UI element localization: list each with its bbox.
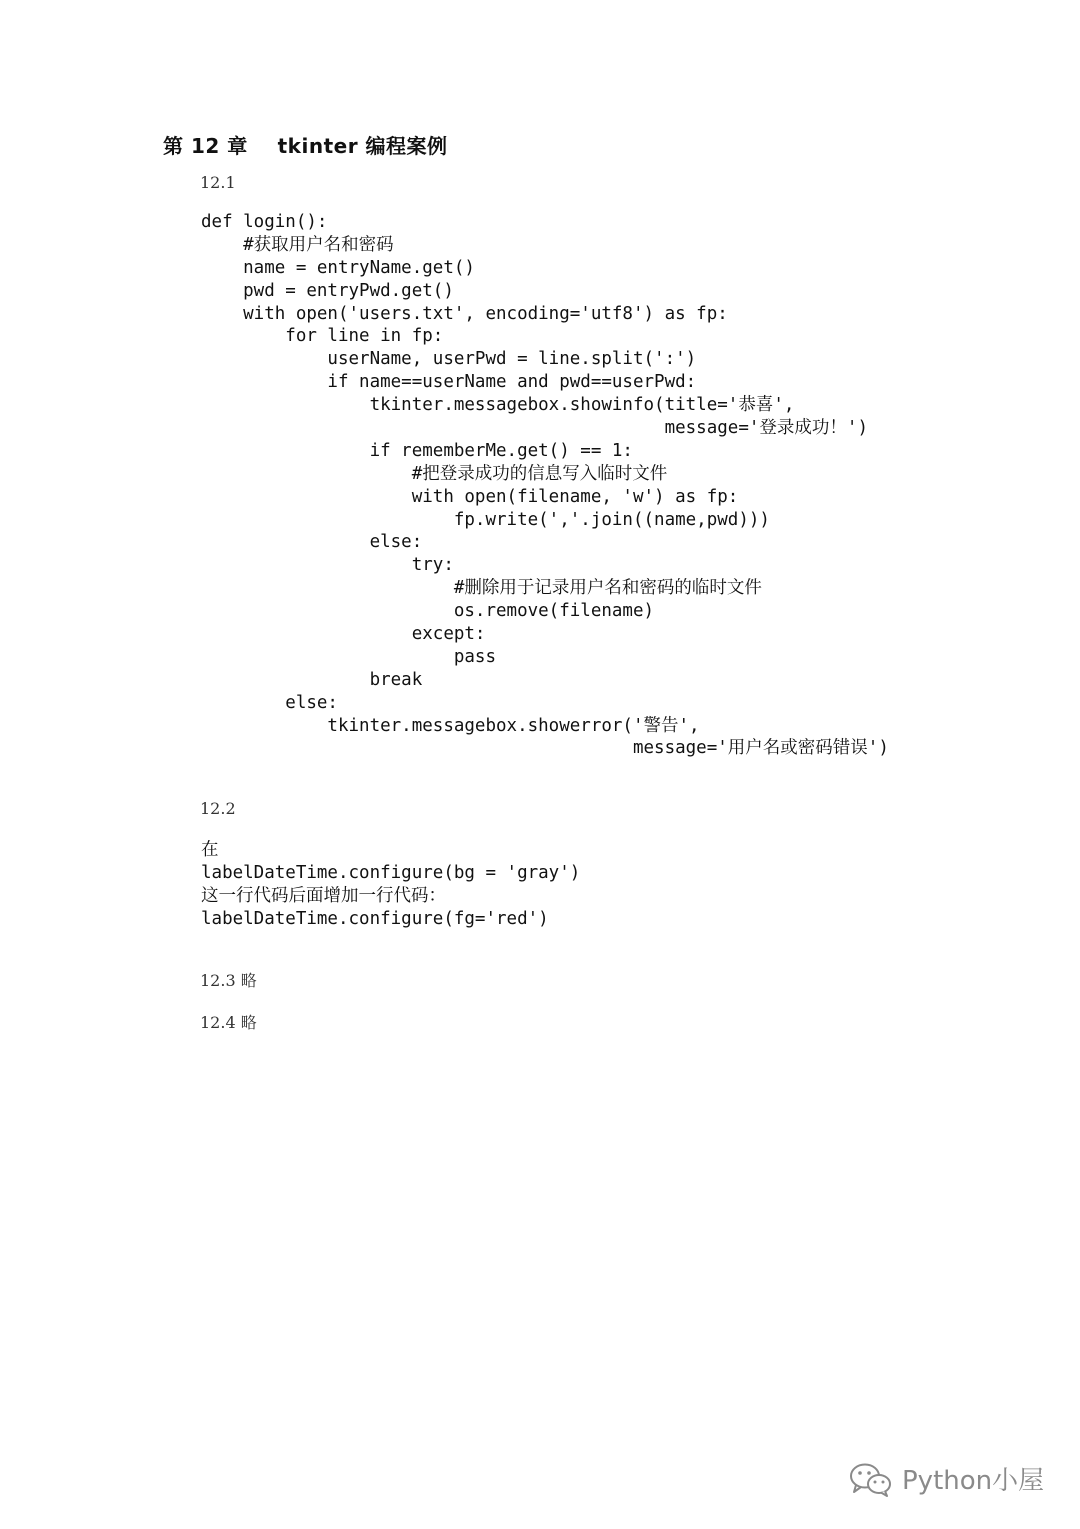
code-line: labelDateTime.configure(fg='red') xyxy=(201,908,549,929)
code-line: tkinter.messagebox.showerror('警告', xyxy=(201,715,700,736)
code-block-configure xyxy=(201,839,580,931)
section-label-12-3: 12.3 略 xyxy=(200,971,257,990)
watermark-text: Python小屋 xyxy=(902,1466,1045,1496)
section-label-12-2: 12.2 xyxy=(200,799,236,818)
section-label-12-1: 12.1 xyxy=(200,173,236,192)
code-line: #获取用户名和密码 xyxy=(201,234,394,255)
code-line: def login(): xyxy=(201,212,328,232)
code-line: fp.write(','.join((name,pwd))) xyxy=(201,509,770,530)
text-line: 这一行代码后面增加一行代码： xyxy=(201,885,446,906)
code-line: else: xyxy=(201,692,338,713)
section-label-12-4: 12.4 略 xyxy=(200,1013,257,1032)
code-line: with open(filename, 'w') as fp: xyxy=(201,486,739,507)
code-line: try: xyxy=(201,555,454,576)
code-line: pass xyxy=(201,646,497,667)
code-line: os.remove(filename) xyxy=(201,601,655,622)
code-line: #删除用于记录用户名和密码的临时文件 xyxy=(201,578,762,599)
code-line: pwd = entryPwd.get() xyxy=(201,280,454,301)
code-line: if rememberMe.get() == 1: xyxy=(201,440,633,461)
code-line: for line in fp: xyxy=(201,326,444,347)
code-line: if name==userName and pwd==userPwd: xyxy=(201,372,697,393)
code-block-login xyxy=(201,211,889,760)
code-line: message='用户名或密码错误') xyxy=(201,738,889,759)
code-line: with open('users.txt', encoding='utf8') as fp: xyxy=(201,303,728,324)
chapter-title: 第 12 章 tkinter 编程案例 xyxy=(163,134,448,158)
watermark xyxy=(848,1460,1044,1497)
code-line: labelDateTime.configure(bg = 'gray') xyxy=(201,862,581,883)
wechat-icon xyxy=(848,1461,894,1497)
code-line: name = entryName.get() xyxy=(201,257,475,278)
code-line: userName, userPwd = line.split(':') xyxy=(201,349,697,370)
code-line: except: xyxy=(201,624,486,645)
code-line: tkinter.messagebox.showinfo(title='恭喜', xyxy=(201,395,795,416)
text-line: 在 xyxy=(201,840,219,860)
code-line: break xyxy=(201,669,423,690)
code-line: else: xyxy=(201,532,423,553)
code-line: #把登录成功的信息写入临时文件 xyxy=(201,463,668,484)
code-line: message='登录成功！') xyxy=(201,418,868,439)
